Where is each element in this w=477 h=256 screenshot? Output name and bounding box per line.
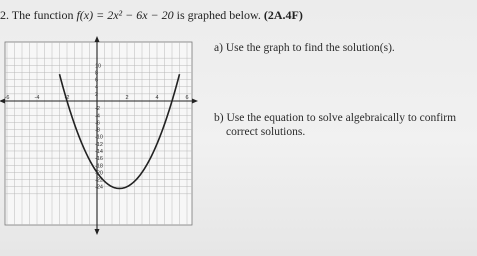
y-tick-label: -22 bbox=[95, 177, 103, 184]
y-tick-label: -14 bbox=[95, 148, 103, 155]
y-tick-label: -18 bbox=[95, 163, 103, 170]
standard-code: (2A.4F) bbox=[263, 8, 303, 22]
x-tick-label: -2 bbox=[64, 95, 70, 101]
part-b-label: b) bbox=[214, 112, 224, 124]
y-tick-label: -20 bbox=[95, 170, 103, 177]
y-tick-label: 8 bbox=[95, 70, 99, 77]
function-expression: f(x) = 2x² − 6x − 20 bbox=[76, 8, 174, 22]
y-tick-label: -24 bbox=[95, 184, 103, 191]
x-tick-label: 2 bbox=[125, 95, 129, 101]
y-tick-label: -4 bbox=[95, 113, 100, 120]
y-tick-label: 10 bbox=[95, 63, 102, 70]
y-tick-label: -6 bbox=[95, 120, 100, 127]
question-lead: The function bbox=[11, 8, 74, 22]
y-axis-arrow-up bbox=[95, 36, 100, 42]
part-b-text-line1: Use the equation to solve algebraically to confirm bbox=[226, 112, 457, 124]
question-trail: is graphed below. bbox=[176, 8, 261, 22]
y-tick-label: -2 bbox=[95, 106, 100, 113]
x-tick-label: 6 bbox=[185, 95, 189, 101]
y-tick-label: 4 bbox=[95, 84, 99, 91]
x-axis-arrow-right bbox=[192, 99, 198, 104]
y-tick-label: 6 bbox=[95, 77, 99, 84]
x-tick-label: -6 bbox=[4, 95, 10, 101]
x-tick-label: -4 bbox=[34, 95, 40, 101]
part-a-label: a) bbox=[214, 42, 223, 54]
x-tick-label: 4 bbox=[155, 95, 159, 101]
question-number: 2. bbox=[0, 8, 9, 22]
y-tick-label: -8 bbox=[95, 127, 100, 134]
part-a-text: Use the graph to find the solution(s). bbox=[225, 42, 395, 54]
y-axis-arrow-down bbox=[95, 229, 100, 235]
y-tick-label: 2 bbox=[95, 91, 99, 98]
y-tick-label: -12 bbox=[95, 141, 103, 148]
part-b-text-line2: correct solutions. bbox=[226, 126, 306, 138]
y-tick-label: -10 bbox=[95, 134, 103, 141]
y-tick-label: -16 bbox=[95, 156, 103, 163]
